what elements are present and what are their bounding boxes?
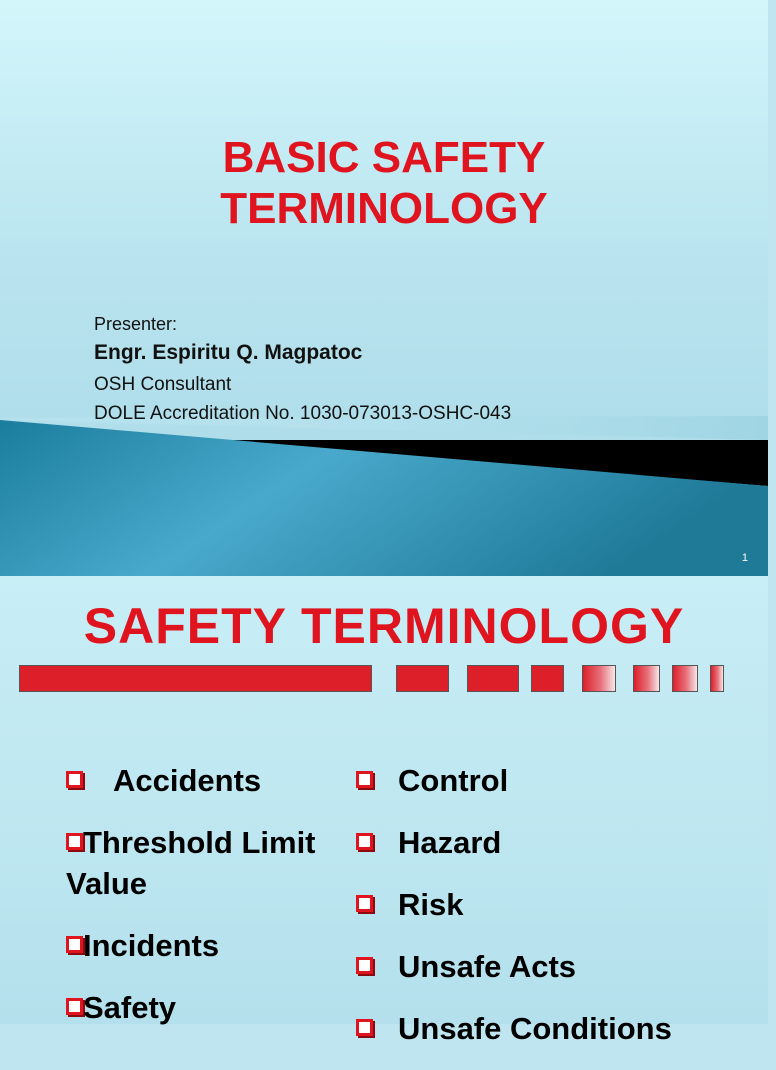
presenter-info [94,312,511,428]
checkbox-square-icon [66,833,83,850]
checkbox-square-icon [356,771,373,788]
slide-title [0,132,768,234]
terminology-slide [0,576,768,1046]
decor-bar [467,665,519,692]
checkbox-square-icon [66,936,83,953]
list-item [356,946,776,987]
accreditation-number: DOLE Accreditation No. 1030-073013-OSHC-043 [94,403,512,424]
list-item [356,822,776,863]
decor-bar-fade [672,665,698,692]
decor-bar [396,665,449,692]
slide-title: SAFETY TERMINOLOGY [83,598,685,654]
list-item [66,822,346,904]
list-item [66,987,346,1028]
term-label: Threshold Limit Value [66,825,316,901]
decor-bar-long [19,665,372,692]
checkbox-square-icon [356,895,373,912]
presenter-label: Presenter: [94,314,178,334]
presenter-role: OSH Consultant [94,374,232,395]
decor-bar-fade [710,665,724,692]
list-item [66,760,346,801]
title-line-1: BASIC SAFETY [222,133,546,182]
page-number: 1 [741,552,748,564]
checkbox-square-icon [356,957,373,974]
term-label: Control [398,763,509,798]
term-label: Incidents [83,928,220,963]
term-label: Safety [83,990,177,1025]
term-label: Unsafe Acts [398,949,577,984]
decor-bar [531,665,564,692]
checkbox-square-icon [66,771,83,788]
list-item [356,760,776,801]
checkbox-square-icon [356,1019,373,1036]
checkbox-square-icon [66,998,83,1015]
term-label: Unsafe Conditions [398,1011,672,1046]
term-list-left [66,760,346,1049]
term-label: Risk [398,887,464,922]
title-line-2: TERMINOLOGY [220,184,548,233]
decor-bar-fade [582,665,616,692]
checkbox-square-icon [356,833,373,850]
term-label: Accidents [113,763,262,798]
decor-bar-fade [633,665,660,692]
term-list-right [356,760,776,1070]
list-item [356,884,776,925]
list-item [66,925,346,966]
list-item [356,1008,776,1049]
presenter-name: Engr. Espiritu Q. Magpatoc [94,341,363,364]
term-label: Hazard [398,825,502,860]
